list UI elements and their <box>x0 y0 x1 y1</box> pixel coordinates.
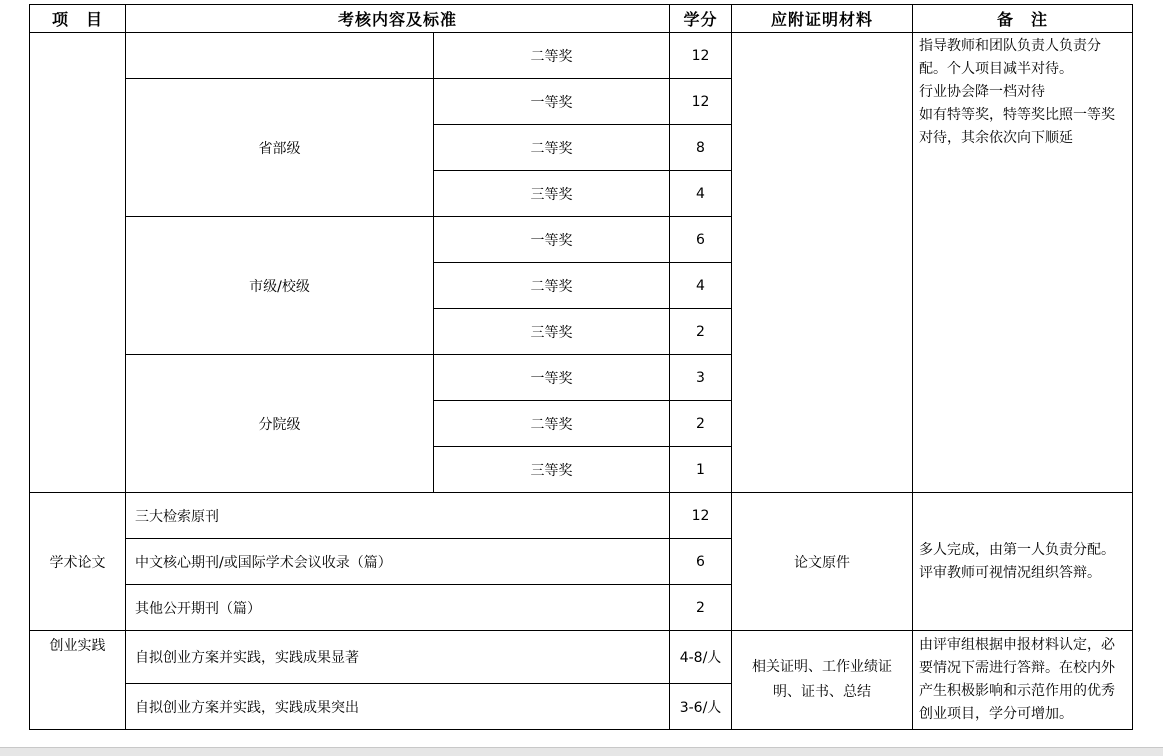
practice-remark: 由评审组根据申报材料认定，必要情况下需进行答辩。在校内外产生积极影响和示范作用的优秀创业项目，学分可增加。 <box>913 631 1133 730</box>
award-name: 二等奖 <box>434 263 670 309</box>
assessment-table <box>29 4 1133 730</box>
award-name: 二等奖 <box>434 401 670 447</box>
header-item: 项 目 <box>30 5 126 33</box>
practice-item: 创业实践 <box>30 631 126 730</box>
header-row <box>30 5 1133 33</box>
award-name: 二等奖 <box>434 125 670 171</box>
award-credit: 12 <box>670 33 732 79</box>
award-name: 三等奖 <box>434 447 670 493</box>
table-row <box>30 631 1133 684</box>
awards-remark <box>913 33 1133 493</box>
paper-credit: 6 <box>670 539 732 585</box>
papers-remark: 多人完成，由第一人负责分配。评审教师可视情况组织答辩。 <box>913 493 1133 631</box>
header-content: 考核内容及标准 <box>126 5 670 33</box>
header-credit: 学分 <box>670 5 732 33</box>
header-materials: 应附证明材料 <box>732 5 913 33</box>
award-credit: 2 <box>670 309 732 355</box>
award-credit: 12 <box>670 79 732 125</box>
paper-credit: 12 <box>670 493 732 539</box>
level-label: 市级/校级 <box>126 217 434 355</box>
practice-credit: 3-6/人 <box>670 684 732 730</box>
award-name: 一等奖 <box>434 217 670 263</box>
table-row <box>30 33 1133 79</box>
practice-content: 自拟创业方案并实践，实践成果显著 <box>126 631 670 684</box>
award-name: 三等奖 <box>434 309 670 355</box>
paper-content: 其他公开期刊（篇） <box>126 585 670 631</box>
practice-content: 自拟创业方案并实践，实践成果突出 <box>126 684 670 730</box>
level-label: 分院级 <box>126 355 434 493</box>
paper-credit: 2 <box>670 585 732 631</box>
award-credit: 8 <box>670 125 732 171</box>
award-credit: 4 <box>670 263 732 309</box>
paper-content: 中文核心期刊/或国际学术会议收录（篇） <box>126 539 670 585</box>
award-name: 一等奖 <box>434 355 670 401</box>
practice-materials: 相关证明、工作业绩证明、证书、总结 <box>732 631 913 730</box>
award-credit: 3 <box>670 355 732 401</box>
table-row <box>30 493 1133 539</box>
awards-item-cell <box>30 33 126 493</box>
header-remarks: 备 注 <box>913 5 1133 33</box>
remark-line: 如有特等奖，特等奖比照一等奖对待，其余依次向下顺延 <box>919 107 1116 146</box>
practice-credit: 4-8/人 <box>670 631 732 684</box>
papers-materials: 论文原件 <box>732 493 913 631</box>
award-credit: 6 <box>670 217 732 263</box>
remark-line: 行业协会降一档对待 <box>919 84 1046 100</box>
award-credit: 2 <box>670 401 732 447</box>
award-credit: 1 <box>670 447 732 493</box>
award-name: 二等奖 <box>434 33 670 79</box>
level-label: 省部级 <box>126 79 434 217</box>
award-name: 三等奖 <box>434 171 670 217</box>
award-credit: 4 <box>670 171 732 217</box>
top-level-cell <box>126 33 434 79</box>
paper-content: 三大检索原刊 <box>126 493 670 539</box>
awards-materials-cell <box>732 33 913 493</box>
award-name: 一等奖 <box>434 79 670 125</box>
remark-line: 指导教师和团队负责人负责分配。个人项目减半对待。 <box>919 38 1102 77</box>
papers-item: 学术论文 <box>30 493 126 631</box>
